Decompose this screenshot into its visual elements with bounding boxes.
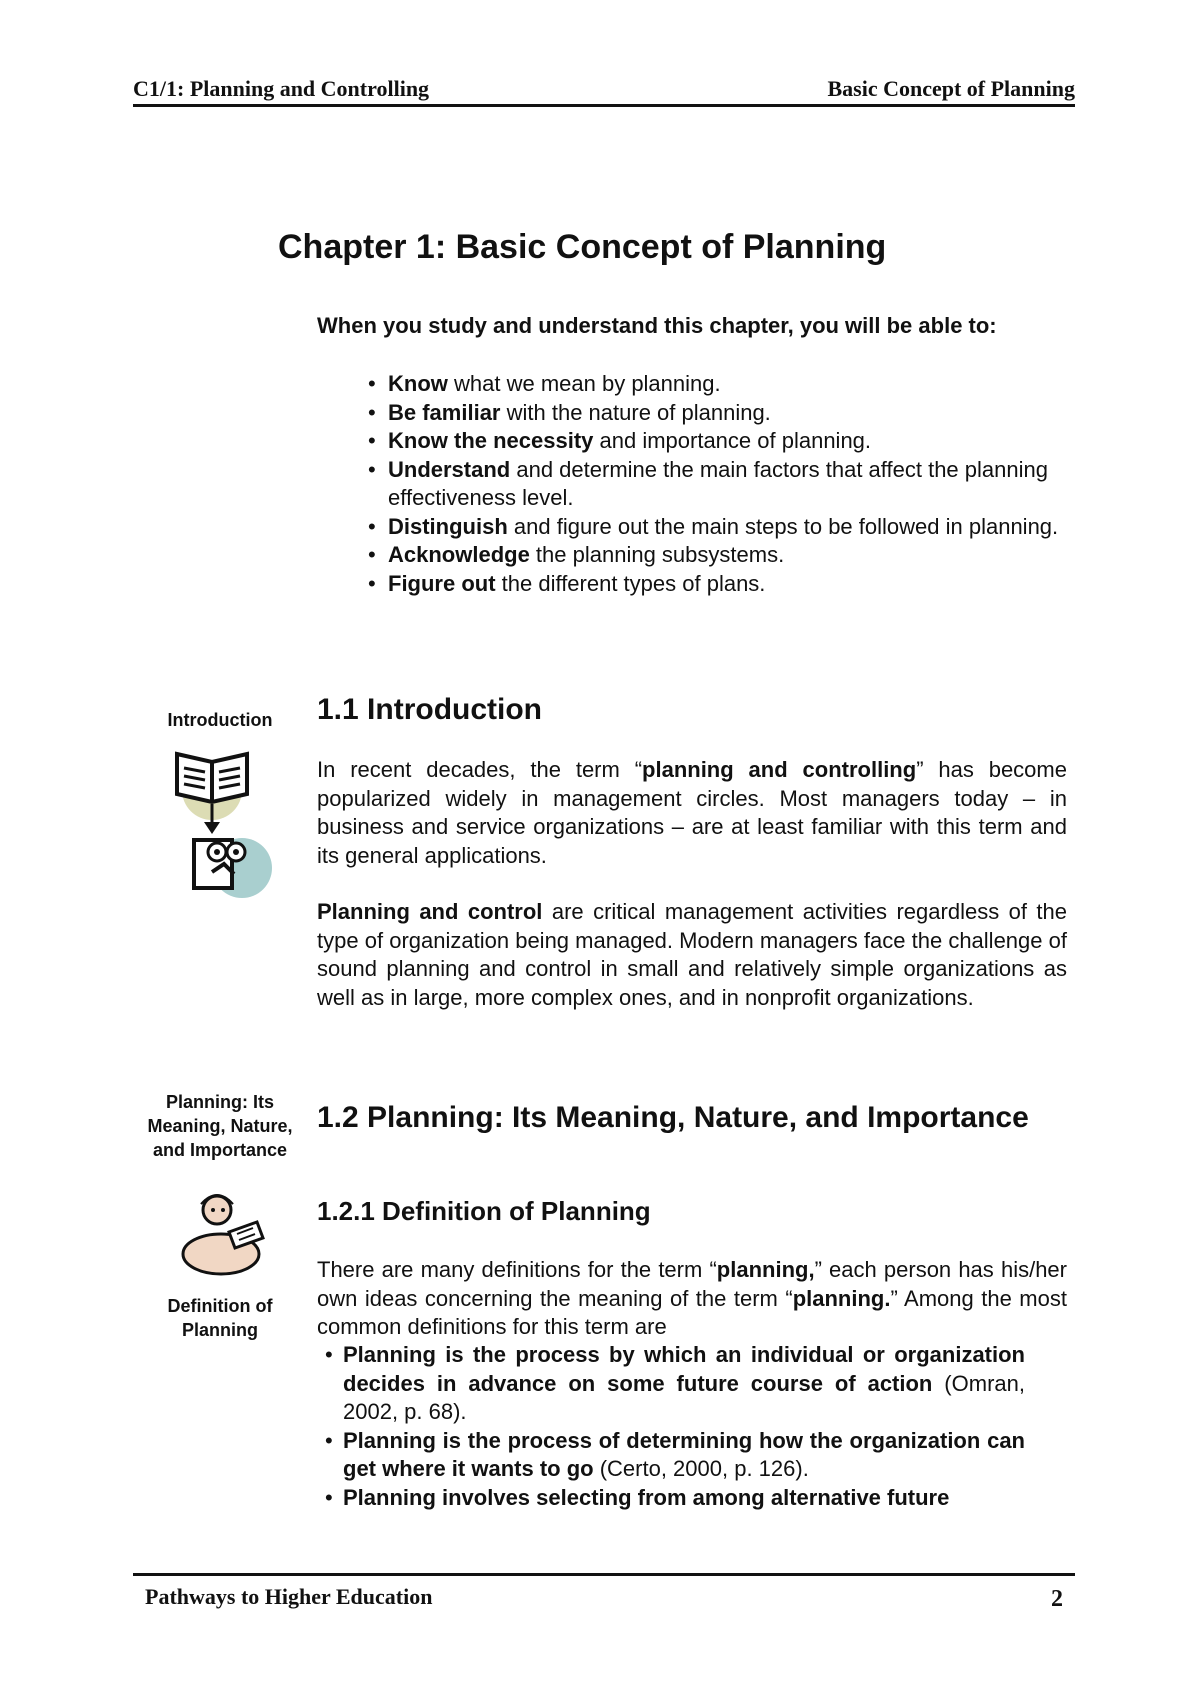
footer-publication: Pathways to Higher Education xyxy=(145,1584,433,1609)
header-section-label: Basic Concept of Planning xyxy=(827,76,1075,101)
objectives-list xyxy=(360,370,1060,598)
list-item: • Planning involves selecting from among alternative future xyxy=(325,1484,950,1510)
definition-paragraph: There are many definitions for the term “planning,” each person has his/her own ideas concerning the meaning of the term “planning.” Among the most common definitions for this term are xyxy=(317,1257,1067,1339)
list-item: • Understand and determine the main factors that affect the planning effectiveness level. xyxy=(368,456,1048,510)
list-item: • Know what we mean by planning. xyxy=(368,371,721,396)
list-item: • Be familiar with the nature of planning. xyxy=(368,399,771,425)
objectives-intro: When you study and understand this chapter, you will be able to: xyxy=(317,313,997,338)
list-item: • Figure out the different types of plans. xyxy=(368,570,766,596)
subsection-heading-definition: 1.2.1 Definition of Planning xyxy=(317,1196,651,1226)
sidebar-label-planning-meaning: Planning: Its Meaning, Nature, and Importance xyxy=(147,1092,293,1160)
definitions-list xyxy=(325,1341,1025,1512)
section-heading-planning-meaning: 1.2 Planning: Its Meaning, Nature, and Importance xyxy=(317,1101,1029,1134)
header-chapter-label: C1/1: Planning and Controlling xyxy=(133,76,430,101)
list-item: • Acknowledge the planning subsystems. xyxy=(368,542,785,567)
list-item: • Planning is the process of determining how the organization can get where it wants to go (Certo, 2000, p. 126). xyxy=(325,1427,1025,1481)
page-footer xyxy=(133,1573,1075,1616)
list-item: • Know the necessity and importance of planning. xyxy=(368,428,872,453)
sidebar-label-introduction: Introduction xyxy=(167,710,273,730)
page-number: 2 xyxy=(1051,1586,1063,1612)
list-item: • Planning is the process by which an individual or organization decides in advance on some future course of action (Omran, 2002, p. 68). xyxy=(325,1342,1025,1424)
chapter-title: Chapter 1: Basic Concept of Planning xyxy=(278,228,887,266)
page-header xyxy=(133,70,1075,107)
intro-paragraph-1: In recent decades, the term “planning and controlling” has become popularized widely in management circles. Most managers today – in business and service organizations – are at least familiar with this term and its general applications. xyxy=(317,757,1067,868)
intro-paragraph-2: Planning and control are critical management activities regardless of the type of organization being managed. Modern managers face the challenge of sound planning and control in small and relatively simple organizations as well as in large, more complex ones, and in nonprofit organizations. xyxy=(317,899,1067,1010)
planner-person-icon xyxy=(173,1182,269,1278)
section-heading-introduction: 1.1 Introduction xyxy=(317,693,542,726)
sidebar-label-definition: Definition of Planning xyxy=(167,1296,273,1340)
book-reading-icon xyxy=(172,748,272,908)
list-item: • Distinguish and figure out the main steps to be followed in planning. xyxy=(368,513,1059,539)
